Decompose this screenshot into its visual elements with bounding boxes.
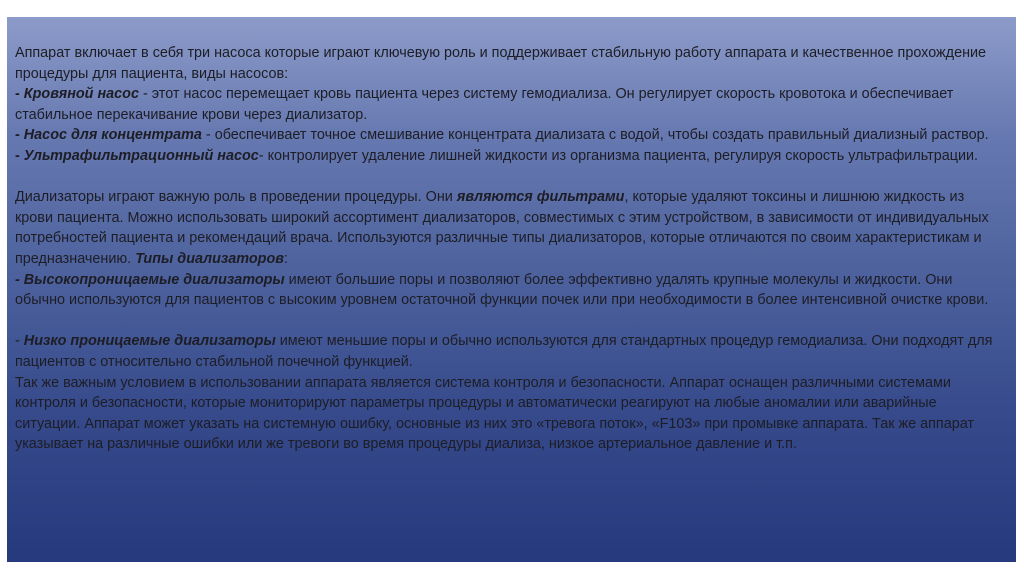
low-flux-item [15, 331, 995, 372]
high-flux-title: - Высокопроницаемые диализаторы [15, 271, 285, 288]
dialyzers-text-c: , которые удаляют токсины и лишнюю жидкость из крови пациента. Можно использовать широкий ассортимент диализаторов, совместимых с этим устройством, в зависимости от индивидуальных потребностей пациента и рекомендаций врача. Используются различные типы диализаторов, которые отличаются по своим характеристикам и предназначению. [15, 189, 989, 267]
dialyzers-colon: : [283, 250, 288, 267]
dialyzers-emphasis-filters: являются фильтрами [456, 189, 625, 206]
dialyzers-types-heading: Типы диализаторов [135, 250, 284, 267]
low-flux-prefix: - [15, 333, 24, 350]
concentrate-pump-text: - обеспечивает точное смешивание концентрата диализата с водой, чтобы создать правильный диализный раствор. [201, 127, 989, 144]
slide-text-body [15, 43, 995, 455]
low-flux-text: имеют меньшие поры и обычно используются для стандартных процедур гемодиализа. Они подходят для пациентов с относительно стабильной почечной функцией. [15, 333, 993, 370]
intro-paragraph: Аппарат включает в себя три насоса которые играют ключевую роль и поддерживает стабильную работу аппарата и качественное прохождение процедуры для пациента, виды насосов: [15, 45, 987, 82]
concentrate-pump-item [15, 125, 995, 146]
blood-pump-item [15, 84, 995, 125]
uf-pump-text: - контролирует удаление лишней жидкости из организма пациента, регулируя скорость ультрафильтрации. [258, 147, 979, 164]
high-flux-text: имеют большие поры и позволяют более эффективно удалять крупные молекулы и жидкости. Они обычно используются для пациентов с высоким уровнем остаточной функции почек или при необходимости в более интенсивной очистке крови. [15, 271, 989, 309]
blood-pump-text: - этот насос перемещает кровь пациента через систему гемодиализа. Он регулирует скорость кровотока и обеспечивает стабильное перекачивание крови через диализатор. [15, 86, 954, 123]
paragraph-gap [15, 167, 995, 188]
high-flux-item [15, 270, 995, 311]
paragraph-gap [15, 311, 995, 332]
safety-paragraph: Так же важным условием в использовании аппарата является система контроля и безопасности. Аппарат оснащен различными системами контроля и безопасности, которые мониторируют параметры процедуры и автоматически реагируют на любые аномалии или аварийные ситуации. Аппарат может указать на системную ошибку, основные из них это «тревога поток», «F103» при промывке аппарата. Так же аппарат указывает на различные ошибки или же тревоги во время процедуры диализа, низкое артериальное давление и т.п. [15, 374, 974, 453]
blood-pump-title: - Кровяной насос [15, 86, 139, 103]
dialyzers-paragraph [15, 187, 995, 269]
slide-background [7, 17, 1016, 562]
dialyzers-text-a: Диализаторы играют важную роль в проведении процедуры. Они [15, 189, 457, 206]
uf-pump-item [15, 146, 995, 167]
uf-pump-title: - Ультрафильтрационный насос [15, 147, 259, 164]
low-flux-title: Низко проницаемые диализаторы [23, 333, 276, 350]
concentrate-pump-title: - Насос для концентрата [15, 127, 202, 144]
